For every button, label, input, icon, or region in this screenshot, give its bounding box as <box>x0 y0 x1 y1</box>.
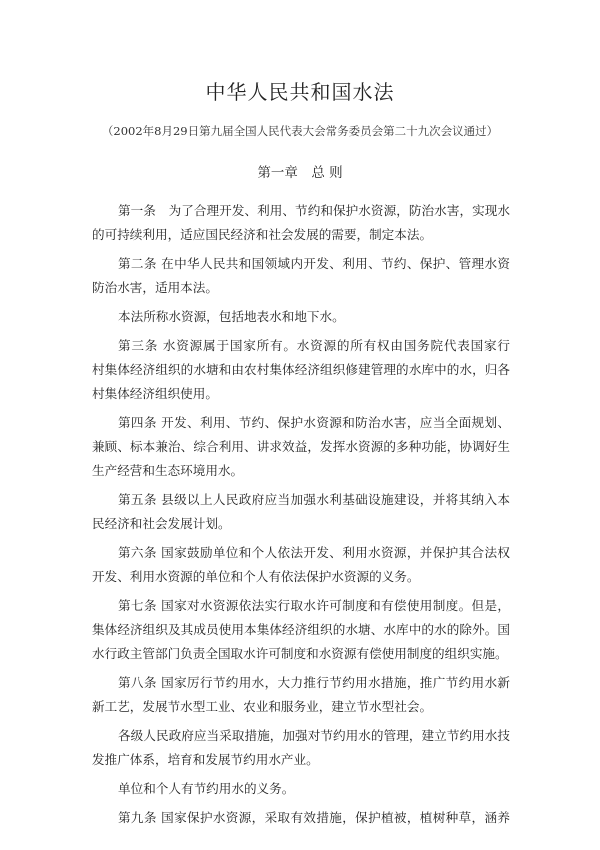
paragraph <box>92 411 510 483</box>
paragraph <box>92 541 510 589</box>
paragraph-line: 生产经营和生态环境用水。 <box>92 463 244 478</box>
paragraph <box>92 777 510 801</box>
paragraph-line: 各级人民政府应当采取措施，加强对节约用水的管理，建立节约用水技 <box>118 728 510 743</box>
paragraph-line: 民经济和社会发展计划。 <box>92 516 231 531</box>
paragraph-line: 防治水害，适用本法。 <box>92 280 218 295</box>
document-body <box>92 199 510 835</box>
paragraph <box>92 724 510 772</box>
paragraph-line: 第八条 国家厉行节约用水，大力推行节约用水措施，推广节约用水新 <box>118 675 510 690</box>
paragraph-line: 发推广体系，培育和发展节约用水产业。 <box>92 752 319 767</box>
paragraph <box>92 305 510 329</box>
paragraph-line: 第四条 开发、利用、节约、保护水资源和防治水害，应当全面规划、 <box>118 415 510 430</box>
paragraph <box>92 594 510 666</box>
paragraph <box>92 671 510 719</box>
paragraph-line: 第五条 县级以上人民政府应当加强水利基础设施建设，并将其纳入本 <box>118 492 510 507</box>
chapter-heading: 第一章 总 则 <box>257 165 343 181</box>
document-subtitle: （2002年8月29日第九届全国人民代表大会常务委员会第二十九次会议通过） <box>101 124 499 138</box>
paragraph-line: 集体经济组织及其成员使用本集体经济组织的水塘、水库中的水的除外。国 <box>92 622 510 637</box>
paragraph <box>92 334 510 406</box>
paragraph-line: 第二条 在中华人民共和国领域内开发、利用、节约、保护、管理水资 <box>118 256 510 271</box>
paragraph-line: 开发、利用水资源的单位和个人有依法保护水资源的义务。 <box>92 569 420 584</box>
paragraph <box>92 806 510 830</box>
paragraph-line: 单位和个人有节约用水的义务。 <box>118 781 295 796</box>
paragraph-line: 新工艺，发展节水型工业、农业和服务业，建立节水型社会。 <box>92 699 433 714</box>
paragraph-line: 第六条 国家鼓励单位和个人依法开发、利用水资源，并保护其合法权 <box>118 545 510 560</box>
paragraph-line: 第一条 为了合理开发、利用、节约和保护水资源，防治水害，实现水 <box>118 203 510 218</box>
paragraph-line: 兼顾、标本兼治、综合利用、讲求效益，发挥水资源的多种功能，协调好生 <box>92 439 510 454</box>
paragraph <box>92 199 510 247</box>
paragraph-line: 的可持续利用，适应国民经济和社会发展的需要，制定本法。 <box>92 227 433 242</box>
paragraph-line: 村集体经济组织的水塘和由农村集体经济组织修建管理的水库中的水，归各 <box>92 362 510 377</box>
paragraph-line: 第九条 国家保护水资源，采取有效措施，保护植被，植树种草，涵养 <box>118 810 510 825</box>
paragraph-line: 本法所称水资源，包括地表水和地下水。 <box>118 309 345 324</box>
document-title: 中华人民共和国水法 <box>205 80 395 104</box>
paragraph-line: 第七条 国家对水资源依法实行取水许可制度和有偿使用制度。但是， <box>118 598 510 613</box>
paragraph-line: 村集体经济组织使用。 <box>92 386 218 401</box>
paragraph <box>92 252 510 300</box>
paragraph-line: 第三条 水资源属于国家所有。水资源的所有权由国务院代表国家行 <box>118 338 510 353</box>
paragraph-line: 水行政主管部门负责全国取水许可制度和水资源有偿使用制度的组织实施。 <box>92 646 508 661</box>
paragraph <box>92 488 510 536</box>
